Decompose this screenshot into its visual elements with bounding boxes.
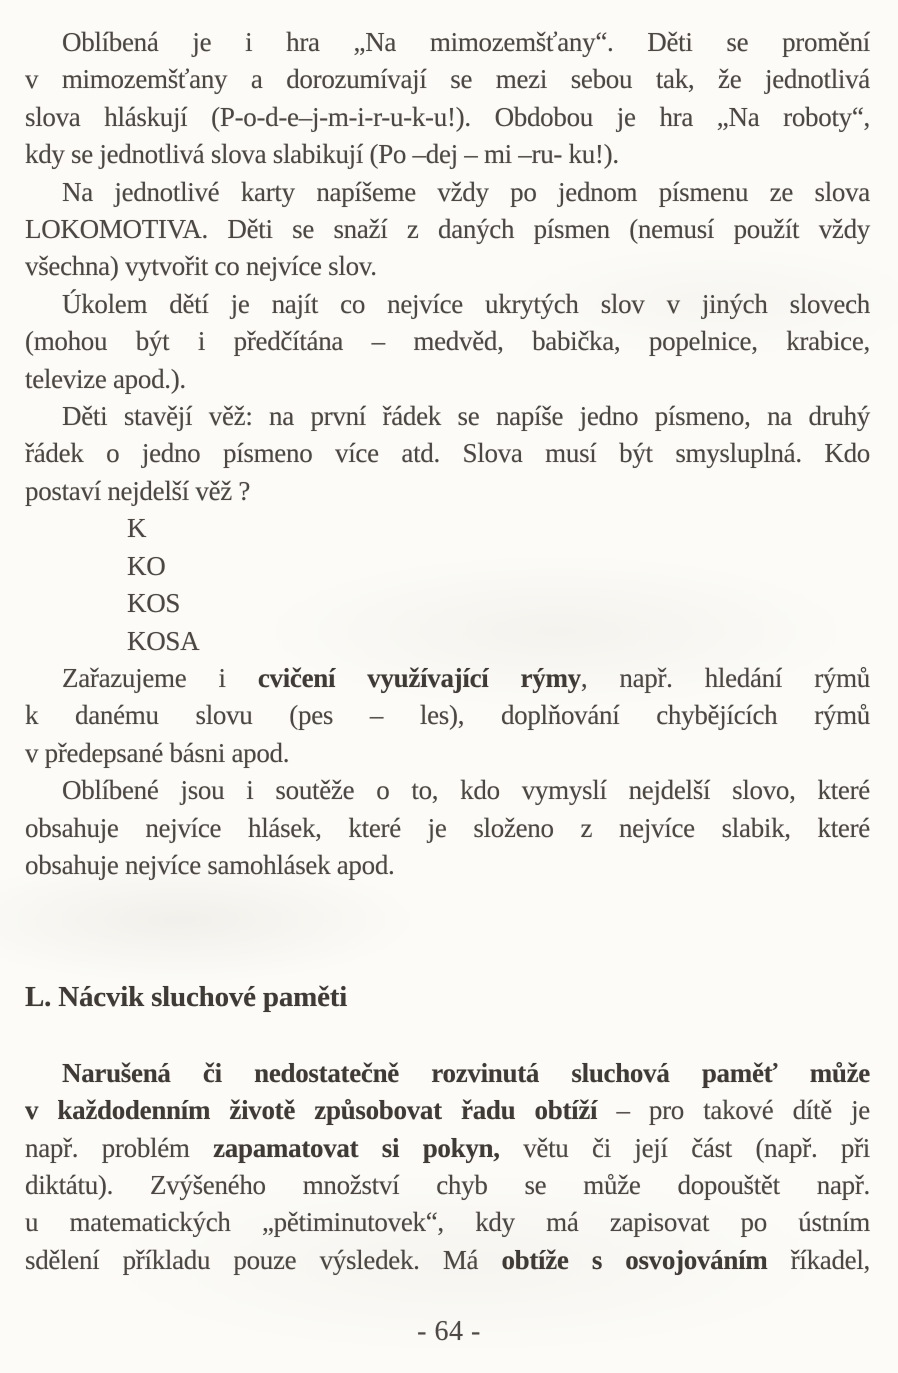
- text-block: [25, 24, 870, 1279]
- text-line: k danému slovu (pes – les), doplňování chybějících rýmů: [25, 700, 870, 731]
- text-line: obsahuje nejvíce samohlásek apod.: [25, 849, 395, 880]
- bold-run: Narušená či nedostatečně rozvinutá sluchová paměť může: [62, 1057, 870, 1088]
- paragraph-rhyme-exercises: [25, 660, 870, 772]
- text-line: [25, 1130, 870, 1167]
- text-run: větu či její část (např. při: [499, 1132, 870, 1163]
- text-run: říkadel,: [767, 1244, 870, 1275]
- text-line: [25, 660, 870, 697]
- text-line: diktátu). Zvýšeného množství chyb se může dopouštět např.: [25, 1169, 870, 1200]
- text-line: slova hláskují (P-o-d-e–j-m-i-r-u-k-u!). Obdobou je hra „Na roboty“,: [25, 101, 870, 132]
- page-number: - 64 -: [417, 1316, 481, 1347]
- text-line: [25, 1242, 870, 1279]
- tower-line: KOS: [127, 588, 181, 619]
- text-line: obsahuje nejvíce hlásek, které je složeno z nejvíce slabik, které: [25, 812, 870, 843]
- text-line: [25, 1055, 870, 1092]
- text-line: televize apod.).: [25, 363, 186, 394]
- paragraph-games-aliens: [25, 24, 870, 174]
- text-run: sdělení příkladu pouze výsledek. Má: [25, 1244, 502, 1275]
- text-line: postaví nejdelší věž ?: [25, 475, 251, 506]
- word-tower-example: [25, 510, 870, 660]
- bold-run: obtíže s osvojováním: [501, 1244, 768, 1275]
- section-heading: L. Nácvik sluchové paměti: [25, 981, 348, 1014]
- bold-run: zapamatovat si pokyn,: [213, 1132, 500, 1163]
- text-run: Zařazujeme i: [62, 662, 258, 693]
- tower-line: K: [127, 513, 147, 544]
- text-line: Oblíbená je i hra „Na mimozemšťany“. Děti se promění: [62, 27, 870, 57]
- tower-line: KO: [127, 550, 166, 581]
- text-line: LOKOMOTIVA. Děti se snaží z daných písmen (nemusí použít vždy: [25, 214, 870, 245]
- text-run: – pro takové dítě je: [597, 1095, 870, 1126]
- text-line: kdy se jednotlivá slova slabikují (Po –dej – mi –ru- ku!).: [25, 139, 619, 170]
- text-line: Oblíbené jsou i soutěže o to, kdo vymyslí nejdelší slovo, které: [62, 775, 870, 806]
- text-line: Děti stavějí věž: na první řádek se napíše jedno písmeno, na druhý: [62, 401, 870, 432]
- paragraph-letter-cards: [25, 174, 870, 286]
- text-line: v mimozemšťany a dorozumívají se mezi sebou tak, že jednotlivá: [25, 64, 870, 95]
- text-line: [25, 1092, 870, 1129]
- text-line: v předepsané básni apod.: [25, 737, 290, 768]
- text-line: u matematických „pětiminutovek“, kdy má zapisovat po ústním: [25, 1207, 870, 1238]
- text-line: Na jednotlivé karty napíšeme vždy po jednom písmenu ze slova: [62, 176, 870, 207]
- bold-run: cvičení využívající rýmy: [257, 662, 581, 693]
- paragraph-hidden-words: [25, 286, 870, 398]
- bold-run: v každodenním životě způsobovat řadu obtíží: [25, 1095, 598, 1126]
- text-line: Úkolem dětí je najít co nejvíce ukrytých slov v jiných slovech: [62, 288, 870, 319]
- text-run: např. problém: [25, 1132, 214, 1163]
- tower-line: KOSA: [127, 625, 200, 656]
- paragraph-word-tower-intro: [25, 398, 870, 510]
- text-line: řádek o jedno písmeno více atd. Slova musí být smysluplná. Kdo: [25, 438, 870, 469]
- paragraph-auditory-memory: [25, 1055, 870, 1279]
- text-line: všechna) vytvořit co nejvíce slov.: [25, 251, 377, 282]
- text-line: (mohou být i předčítána – medvěd, babička, popelnice, krabice,: [25, 326, 870, 357]
- text-run: , např. hledání rýmů: [580, 662, 870, 693]
- paragraph-word-contests: [25, 772, 870, 884]
